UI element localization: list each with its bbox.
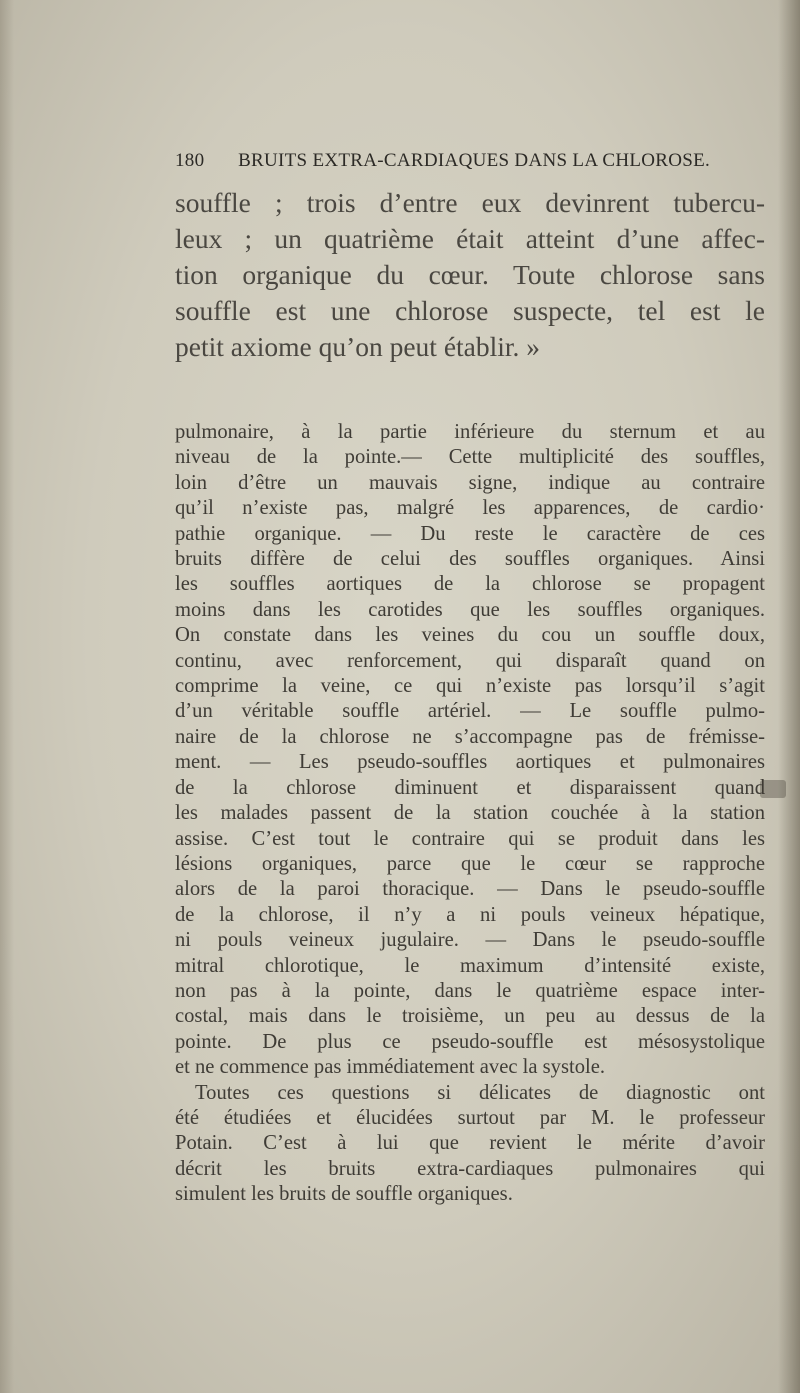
text-line: pathie organique. — Du reste le caractère de ces (175, 522, 765, 545)
page-header (175, 150, 711, 172)
text-line: loin d’être un mauvais signe, indique au contraire (175, 471, 765, 494)
text-line: de la chlorose, il n’y a ni pouls veineux hépatique, (175, 903, 765, 926)
page-edge-mark (760, 780, 786, 798)
text-line: non pas à la pointe, dans le quatrième espace inter- (175, 979, 765, 1002)
text-line: assise. C’est tout le contraire qui se produit dans les (175, 827, 765, 850)
text-line: pointe. De plus ce pseudo-souffle est mésosystolique (175, 1030, 765, 1053)
main-paragraphs (175, 420, 765, 1208)
quote-line: souffle ; trois d’entre eux devinrent tubercu- (175, 187, 765, 218)
quote-line: tion organique du cœur. Toute chlorose sans (175, 259, 765, 290)
text-line: continu, avec renforcement, qui disparaît quand on (175, 649, 765, 672)
text-line: lésions organiques, parce que le cœur se rapproche (175, 852, 765, 875)
text-line: bruits diffère de celui des souffles organiques. Ainsi (175, 548, 765, 571)
text-line: les malades passent de la station couchée à la station (175, 802, 765, 825)
text-line: costal, mais dans le troisième, un peu au dessus de la (175, 1005, 765, 1028)
page-left-shadow (0, 0, 14, 1393)
text-line: alors de la paroi thoracique. — Dans le pseudo-souffle (175, 878, 765, 901)
text-line: les souffles aortiques de la chlorose se propagent (175, 573, 765, 596)
text-line: simulent les bruits de souffle organiques. (175, 1183, 513, 1206)
page-right-shadow (778, 0, 800, 1393)
text-line: qu’il n’existe pas, malgré les apparences, de cardio· (175, 497, 765, 520)
text-line: ni pouls veineux jugulaire. — Dans le pseudo-souffle (175, 929, 765, 952)
text-line: ment. — Les pseudo-souffles aortiques et pulmonaires (175, 751, 765, 774)
text-line: naire de la chlorose ne s’accompagne pas de frémisse- (175, 725, 765, 748)
text-line: été étudiées et élucidées surtout par M. le professeur (175, 1106, 765, 1129)
text-line: et ne commence pas immédiatement avec la systole. (175, 1056, 606, 1079)
text-line: décrit les bruits extra-cardiaques pulmonaires qui (175, 1157, 765, 1180)
text-line: mitral chlorotique, le maximum d’intensité existe, (175, 954, 765, 977)
running-title: BRUITS EXTRA-CARDIAQUES DANS LA CHLOROSE. (238, 150, 711, 171)
quote-line: souffle est une chlorose suspecte, tel est le (175, 295, 765, 326)
text-line: On constate dans les veines du cou un souffle doux, (175, 624, 765, 647)
quote-block (175, 185, 765, 365)
text-line: pulmonaire, à la partie inférieure du sternum et au (175, 421, 765, 443)
quote-line: petit axiome qu’on peut établir. » (175, 331, 541, 362)
text-line: niveau de la pointe.— Cette multiplicité des souffles, (175, 446, 765, 469)
text-line: moins dans les carotides que les souffles organiques. (175, 598, 765, 621)
text-line: Toutes ces questions si délicates de diagnostic ont (195, 1081, 765, 1104)
text-line: de la chlorose diminuent et disparaissent quand (175, 776, 765, 799)
text-line: Potain. C’est à lui que revient le mérite d’avoir (175, 1132, 765, 1155)
quote-line: leux ; un quatrième était atteint d’une affec- (175, 223, 765, 254)
text-line: d’un véritable souffle artériel. — Le souffle pulmo- (175, 700, 765, 723)
text-line: comprime la veine, ce qui n’existe pas lorsqu’il s’agit (175, 675, 765, 698)
page-number: 180 (175, 150, 205, 171)
